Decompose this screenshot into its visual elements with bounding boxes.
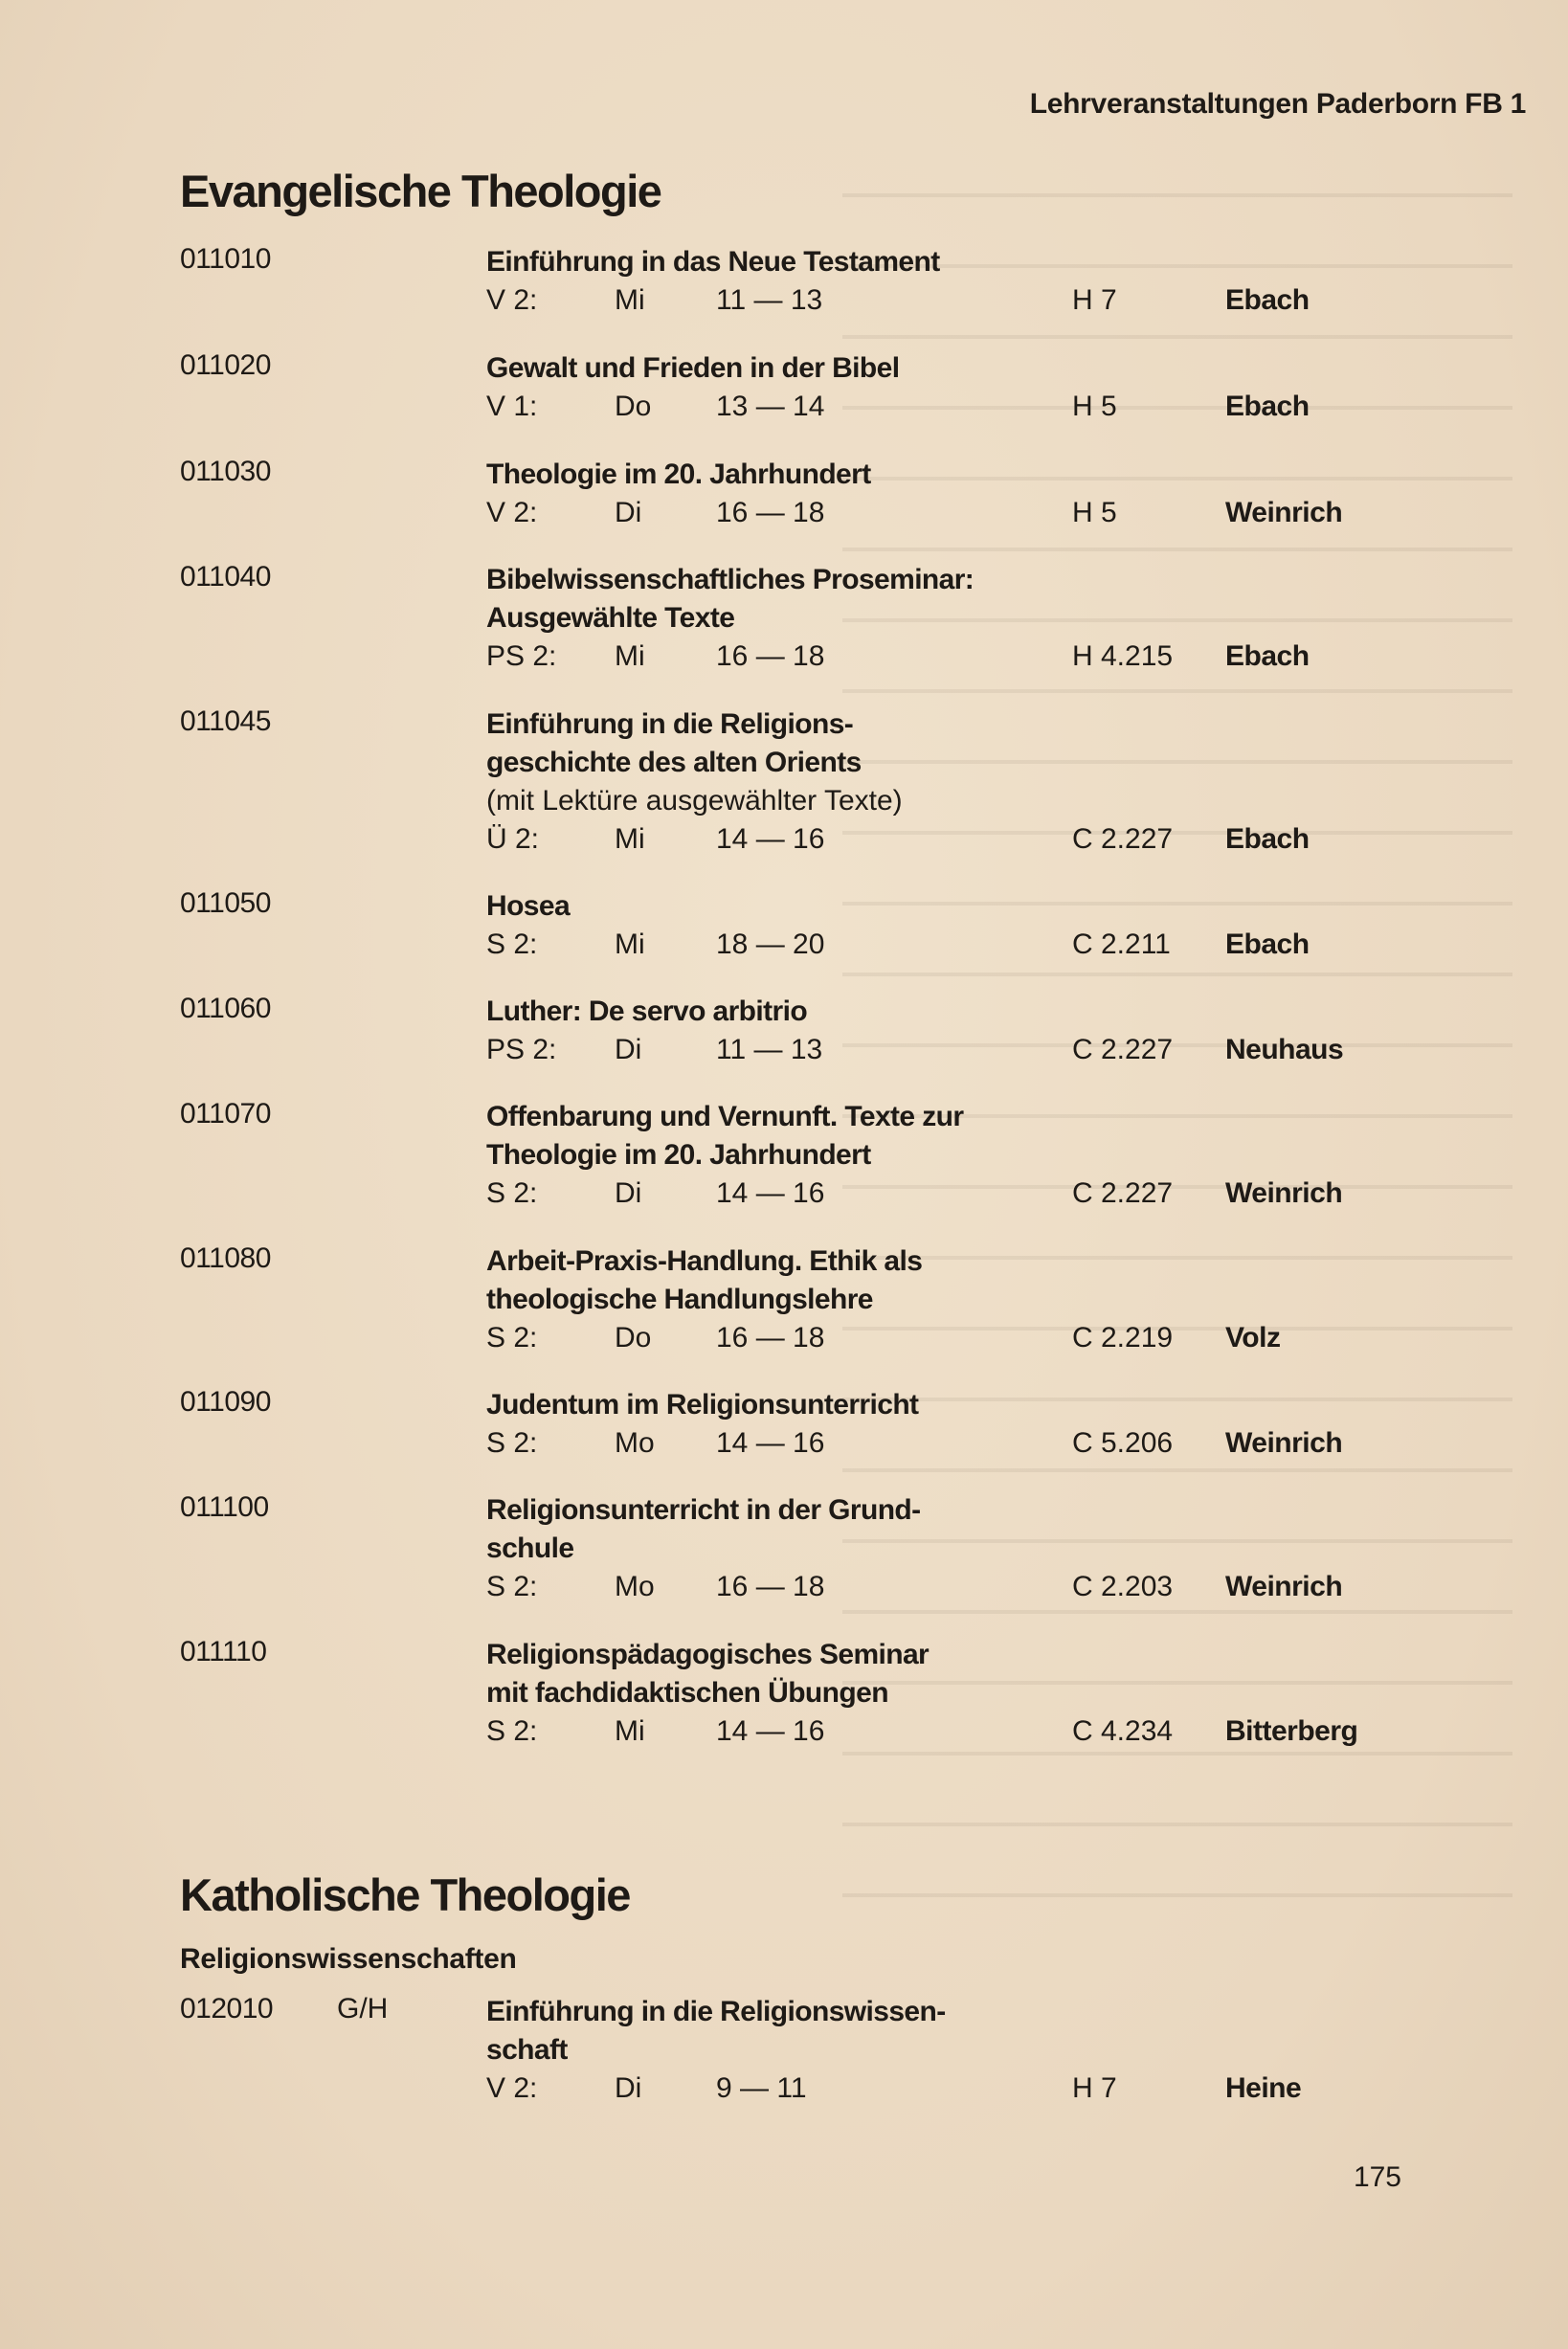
page-number: 175 [1353, 2161, 1401, 2193]
course-title-line: Judentum im Religionsunterricht [486, 1389, 919, 1421]
course-room: C 2.227 [1072, 1177, 1174, 1209]
course-day: Mo [615, 1427, 655, 1459]
course-time: 18 — 20 [716, 928, 825, 960]
course-schedule [486, 1031, 1344, 1069]
course-time: 16 — 18 [716, 497, 825, 528]
course-details [486, 993, 1344, 1069]
course-title-line: Religionspädagogisches Seminar [486, 1639, 930, 1670]
course-time: 14 — 16 [716, 1177, 825, 1209]
course-lecturer: Ebach [1225, 640, 1310, 672]
course-schedule [486, 1319, 1329, 1357]
course-details [486, 1386, 1343, 1463]
course-type: S 2: [486, 1715, 538, 1747]
course-schedule [486, 1568, 1343, 1606]
course-type: PS 2: [486, 1034, 557, 1065]
course-schedule [486, 494, 1343, 532]
course-room: C 5.206 [1072, 1427, 1174, 1459]
course-room: C 4.234 [1072, 1715, 1174, 1747]
course-time: 16 — 18 [716, 640, 825, 672]
course-day: Do [615, 391, 652, 422]
course-details [486, 1636, 1358, 1751]
course-schedule [486, 1712, 1358, 1751]
course-day: Di [615, 497, 642, 528]
course-title-line: schule [486, 1532, 574, 1564]
course-details [486, 349, 1329, 426]
course-number: 011030 [180, 456, 271, 487]
course-number: 011070 [180, 1098, 271, 1130]
course-number: 011040 [180, 561, 271, 593]
course-room: C 2.203 [1072, 1571, 1174, 1602]
course-number: 011060 [180, 993, 271, 1024]
course-type: PS 2: [486, 640, 557, 672]
course-number: 011080 [180, 1242, 271, 1274]
course-title-line: Offenbarung und Vernunft. Texte zur [486, 1101, 964, 1132]
course-schedule [486, 638, 1329, 676]
course-lecturer: Ebach [1225, 928, 1310, 960]
course-type: V 2: [486, 284, 538, 316]
course-schedule [486, 388, 1329, 426]
course-number: 011050 [180, 887, 271, 919]
course-number: 011110 [180, 1636, 267, 1667]
course-schedule [486, 926, 1329, 964]
course-title-line: Arbeit-Praxis-Handlung. Ethik als [486, 1245, 923, 1277]
course-lecturer: Volz [1225, 1322, 1281, 1353]
course-room: C 2.219 [1072, 1322, 1174, 1353]
course-day: Di [615, 1034, 642, 1065]
course-day: Do [615, 1322, 652, 1353]
course-lecturer: Ebach [1225, 284, 1310, 316]
subsection-title-religionswissenschaften: Religionswissenschaften [180, 1943, 517, 1975]
course-lecturer: Weinrich [1225, 497, 1343, 528]
course-title-line: Einführung in das Neue Testament [486, 246, 940, 278]
course-number: 011100 [180, 1491, 269, 1523]
course-type: S 2: [486, 1427, 538, 1459]
course-title-line: schaft [486, 2034, 568, 2066]
course-day: Mo [615, 1571, 655, 1602]
course-title-line: Einführung in die Religionswissen- [486, 1996, 946, 2027]
course-room: C 2.211 [1072, 928, 1171, 960]
course-time: 11 — 13 [716, 1034, 823, 1065]
course-title-line: Theologie im 20. Jahrhundert [486, 459, 871, 490]
course-number: 011020 [180, 349, 271, 381]
running-head: Lehrveranstaltungen Paderborn FB 1 [1029, 88, 1526, 120]
course-number: 011045 [180, 705, 271, 737]
course-title-line: theologische Handlungslehre [486, 1284, 873, 1315]
course-time: 14 — 16 [716, 1715, 825, 1747]
course-lecturer: Ebach [1225, 823, 1310, 855]
course-type: Ü 2: [486, 823, 540, 855]
course-time: 9 — 11 [716, 2072, 807, 2104]
course-number: 011090 [180, 1386, 271, 1418]
course-title-line: Luther: De servo arbitrio [486, 996, 808, 1027]
section-title-katholische-theologie: Katholische Theologie [180, 1869, 630, 1920]
course-details [486, 561, 1329, 676]
course-title-line: mit fachdidaktischen Übungen [486, 1677, 888, 1709]
course-type: S 2: [486, 1322, 538, 1353]
course-category: G/H [337, 1993, 389, 2025]
course-lecturer: Ebach [1225, 391, 1310, 422]
course-details [486, 1242, 1329, 1357]
course-day: Mi [615, 284, 645, 316]
course-room: H 5 [1072, 497, 1117, 528]
course-room: H 7 [1072, 284, 1117, 316]
course-time: 14 — 16 [716, 1427, 825, 1459]
course-room: C 2.227 [1072, 1034, 1174, 1065]
course-schedule [486, 1424, 1343, 1463]
course-title-line: Religionsunterricht in der Grund- [486, 1494, 921, 1526]
course-schedule [486, 820, 1329, 859]
course-schedule [486, 281, 1329, 320]
course-details [486, 1993, 1329, 2108]
course-lecturer: Heine [1225, 2072, 1302, 2104]
course-day: Mi [615, 823, 645, 855]
course-time: 11 — 13 [716, 284, 823, 316]
course-time: 13 — 14 [716, 391, 825, 422]
course-schedule [486, 1174, 1343, 1213]
course-day: Mi [615, 640, 645, 672]
course-time: 16 — 18 [716, 1571, 825, 1602]
course-lecturer: Weinrich [1225, 1571, 1343, 1602]
course-number: 012010 [180, 1993, 274, 2025]
course-day: Mi [615, 928, 645, 960]
course-lecturer: Bitterberg [1225, 1715, 1358, 1747]
course-lecturer: Weinrich [1225, 1177, 1343, 1209]
course-type: S 2: [486, 928, 538, 960]
course-lecturer: Neuhaus [1225, 1034, 1344, 1065]
course-time: 14 — 16 [716, 823, 825, 855]
course-title-line: Einführung in die Religions- [486, 708, 854, 740]
course-day: Di [615, 1177, 642, 1209]
course-schedule [486, 2069, 1329, 2108]
course-room: H 7 [1072, 2072, 1117, 2104]
course-details [486, 1491, 1343, 1606]
course-number: 011010 [180, 243, 271, 275]
course-type: S 2: [486, 1177, 538, 1209]
course-details [486, 705, 1329, 859]
course-title-line: geschichte des alten Orients [486, 747, 862, 778]
course-time: 16 — 18 [716, 1322, 825, 1353]
course-title-line: Hosea [486, 890, 571, 922]
course-room: C 2.227 [1072, 823, 1174, 855]
course-room: H 5 [1072, 391, 1117, 422]
course-details [486, 1098, 1343, 1213]
course-title-line: Theologie im 20. Jahrhundert [486, 1139, 871, 1171]
course-type: V 1: [486, 391, 538, 422]
course-title-line: Ausgewählte Texte [486, 602, 735, 634]
course-note: (mit Lektüre ausgewählter Texte) [486, 785, 903, 817]
course-day: Mi [615, 1715, 645, 1747]
course-type: S 2: [486, 1571, 538, 1602]
course-details [486, 243, 1329, 320]
course-lecturer: Weinrich [1225, 1427, 1343, 1459]
course-title-line: Gewalt und Frieden in der Bibel [486, 352, 900, 384]
course-room: H 4.215 [1072, 640, 1174, 672]
course-details [486, 887, 1329, 964]
course-day: Di [615, 2072, 642, 2104]
course-details [486, 456, 1343, 532]
course-title-line: Bibelwissenschaftliches Proseminar: [486, 564, 974, 595]
course-type: V 2: [486, 2072, 538, 2104]
section-title-evangelische-theologie: Evangelische Theologie [180, 166, 661, 216]
course-type: V 2: [486, 497, 538, 528]
